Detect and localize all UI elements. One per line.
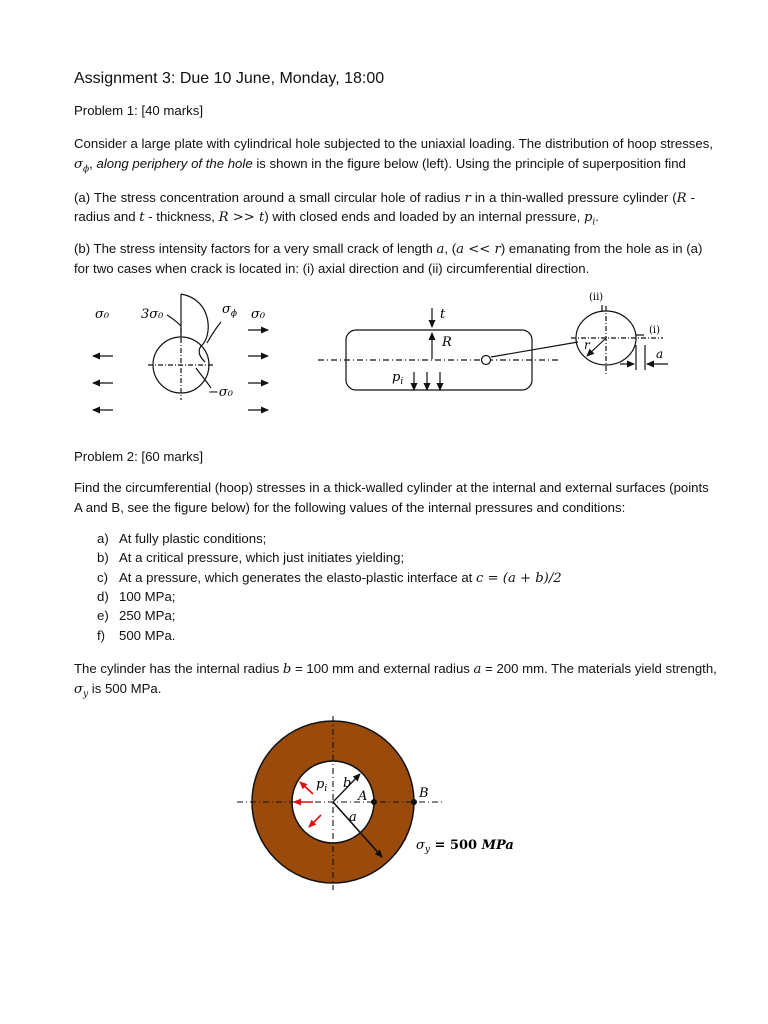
label-pi: $p_i$ [316, 777, 328, 794]
problem1-intro-line2: $\sigma_\phi$, along periphery of the hole is shown in the figure below (left). Using the principle of superposition find [74, 156, 686, 175]
list-item: f) [97, 628, 106, 643]
page-title: Assignment 3: Due 10 June, Monday, 18:00 [74, 70, 385, 87]
problem1-part-b-line1: (b) The stress intensity factors for a very small crack of length a, (a << r) emanating from the hole as in (a) [74, 241, 703, 257]
list-item: a) [97, 531, 109, 546]
label-thickness: t [440, 307, 446, 322]
label-B: B [419, 786, 429, 801]
yield-strength-label: $\sigma_y = 500$ MPa [416, 838, 514, 855]
problem2-intro-line2: A and B, see the figure below) for the following values of the internal pressures and conditions: [74, 500, 626, 515]
list-item-text: 500 MPa. [119, 628, 176, 643]
problem2-heading: Problem 2: [60 marks] [74, 449, 203, 464]
list-item-text: At a pressure, which generates the elasto-plastic interface at c = (a + b)/2 [119, 570, 562, 586]
label-b: b [343, 776, 352, 791]
label-a: a [349, 810, 357, 825]
problem1-part-a-line1: (a) The stress concentration around a small circular hole of radius r in a thin-walled pressure cylinder (R - [74, 190, 695, 206]
problem1-intro-line1: Consider a large plate with cylindrical hole subjected to the uniaxial loading. The distribution of hoop stresses, [74, 136, 713, 151]
label-radius: R [442, 335, 452, 350]
list-item: b) [97, 550, 109, 565]
problem1-part-a-line2: radius and t - thickness, R >> t) with closed ends and loaded by an internal pressure, $p_i$. [74, 209, 599, 228]
label-neg-sigma0: −σ₀ [208, 385, 233, 400]
label-sigma0-left: σ₀ [95, 307, 110, 322]
label-ii: (ii) [589, 292, 604, 303]
list-item: d) [97, 589, 109, 604]
label-i: (i) [649, 325, 661, 336]
problem1-part-b-line2: for two cases when crack is located in: (i) axial direction and (ii) circumferential direction. [74, 261, 590, 276]
list-item: c) [97, 570, 108, 585]
list-item-text: 250 MPa; [119, 608, 176, 623]
label-detail-r: r [584, 338, 590, 352]
label-sigma0-right: σ₀ [251, 307, 266, 322]
problem2-intro-line1: Find the circumferential (hoop) stresses in a thick-walled cylinder at the internal and external surfaces (points [74, 480, 709, 495]
list-item-text: At fully plastic conditions; [119, 531, 267, 546]
cylinder-description-line1: The cylinder has the internal radius b = 100 mm and external radius a = 200 mm. The materials yield strength, [74, 661, 717, 677]
label-sigma-phi: $\sigma_\phi$ [222, 302, 238, 319]
problem1-heading: Problem 1: [40 marks] [74, 103, 203, 118]
list-item-text: 100 MPa; [119, 589, 176, 604]
point-B-marker [411, 799, 417, 805]
label-A: A [358, 789, 368, 804]
point-A-marker [371, 799, 377, 805]
label-pi: $p_i$ [392, 370, 404, 387]
label-crack-a: a [656, 347, 664, 361]
label-3sigma0: 3σ₀ [141, 307, 164, 322]
cylinder-description-line2: $\sigma_y$ is 500 MPa. [74, 681, 162, 700]
list-item-text: At a critical pressure, which just initiates yielding; [119, 550, 405, 565]
list-item: e) [97, 608, 109, 623]
